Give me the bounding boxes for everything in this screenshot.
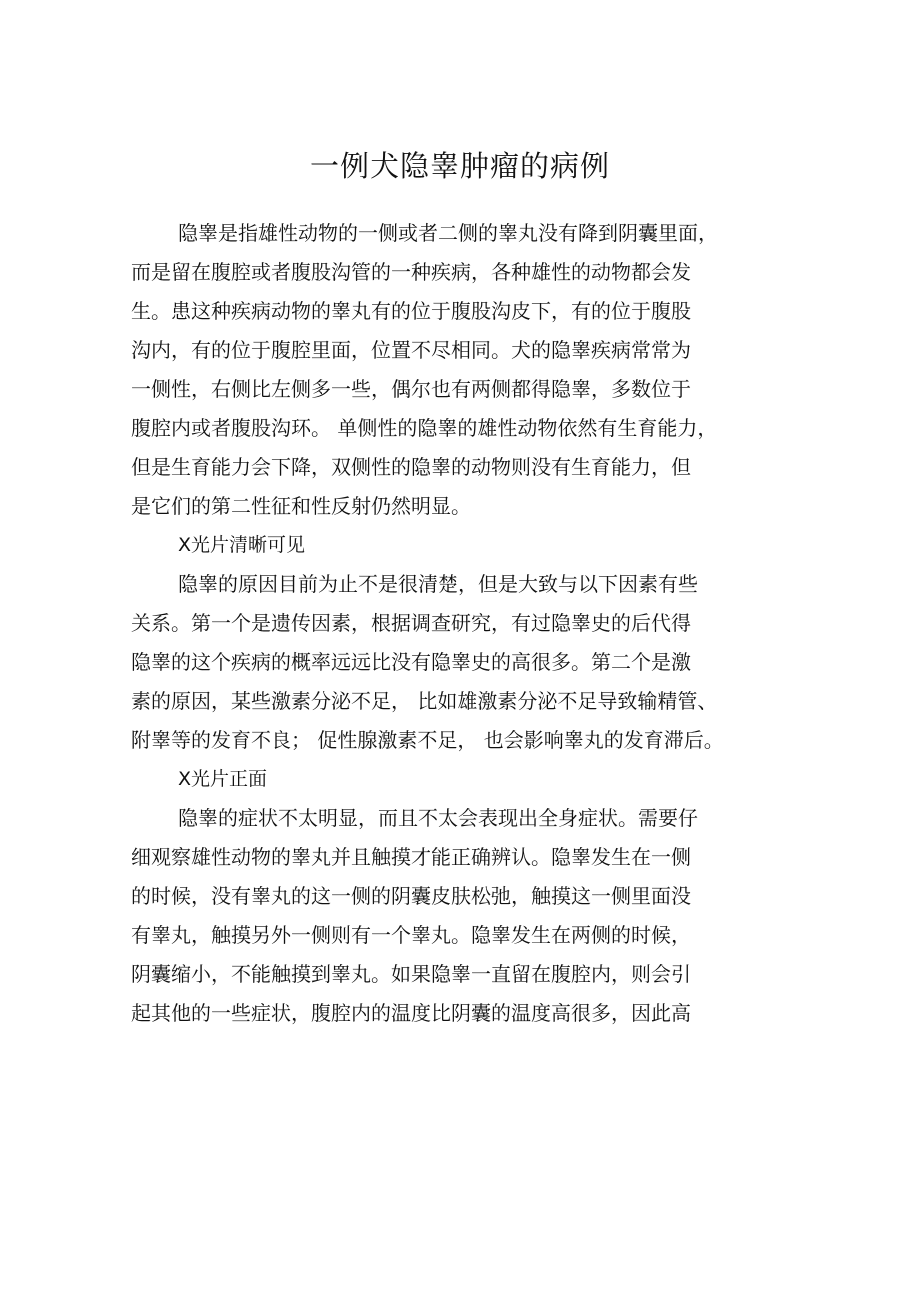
image-caption-1: X光片清晰可见	[178, 534, 306, 556]
paragraph-line: 腹腔内或者腹股沟环。 单侧性的隐睾的雄性动物依然有生育能力，	[131, 416, 718, 440]
image-caption-2: X光片正面	[178, 768, 268, 790]
paragraph-line: 一侧性，右侧比左侧多一些，偶尔也有两侧都得隐睾，多数位于	[131, 377, 691, 401]
paragraph-line: 沟内，有的位于腹腔里面，位置不尽相同。犬的隐睾疾病常常为	[131, 338, 691, 362]
paragraph-line: 隐睾的症状不太明显，而且不太会表现出全身症状。需要仔	[178, 806, 698, 830]
paragraph-2	[131, 565, 751, 760]
paragraph-line: 隐睾的原因目前为止不是很清楚，但是大致与以下因素有些	[178, 572, 698, 596]
paragraph-line: 起其他的一些症状，腹腔内的温度比阴囊的温度高很多，因此高	[131, 1001, 691, 1025]
paragraph-line: 生。患这种疾病动物的睾丸有的位于腹股沟皮下，有的位于腹股	[131, 299, 691, 323]
document-title: 一例犬隐睾肿瘤的病例	[309, 149, 610, 183]
paragraph-line: 细观察雄性动物的睾丸并且触摸才能正确辨认。隐睾发生在一侧	[131, 845, 691, 869]
paragraph-line: 是它们的第二性征和性反射仍然明显。	[131, 494, 471, 518]
paragraph-line: 附睾等的发育不良； 促性腺激素不足， 也会影响睾丸的发育滞后。	[131, 728, 724, 752]
paragraph-1	[131, 214, 751, 526]
paragraph-line: 隐睾是指雄性动物的一侧或者二侧的睾丸没有降到阴囊里面，	[178, 221, 718, 245]
paragraph-line: 而是留在腹腔或者腹股沟管的一种疾病，各种雄性的动物都会发	[131, 260, 691, 284]
paragraph-line: 素的原因，某些激素分泌不足， 比如雄激素分泌不足导致输精管、	[131, 689, 718, 713]
paragraph-line: 关系。第一个是遗传因素，根据调查研究，有过隐睾史的后代得	[131, 611, 691, 635]
paragraph-line: 阴囊缩小，不能触摸到睾丸。如果隐睾一直留在腹腔内，则会引	[131, 962, 691, 986]
paragraph-line: 但是生育能力会下降，双侧性的隐睾的动物则没有生育能力，但	[131, 455, 691, 479]
paragraph-3	[131, 799, 751, 1033]
paragraph-line: 有睾丸，触摸另外一侧则有一个睾丸。隐睾发生在两侧的时候，	[131, 923, 691, 947]
paragraph-line: 隐睾的这个疾病的概率远远比没有隐睾史的高很多。第二个是激	[131, 650, 691, 674]
document-body	[131, 214, 751, 1033]
paragraph-line: 的时候，没有睾丸的这一侧的阴囊皮肤松弛，触摸这一侧里面没	[131, 884, 691, 908]
